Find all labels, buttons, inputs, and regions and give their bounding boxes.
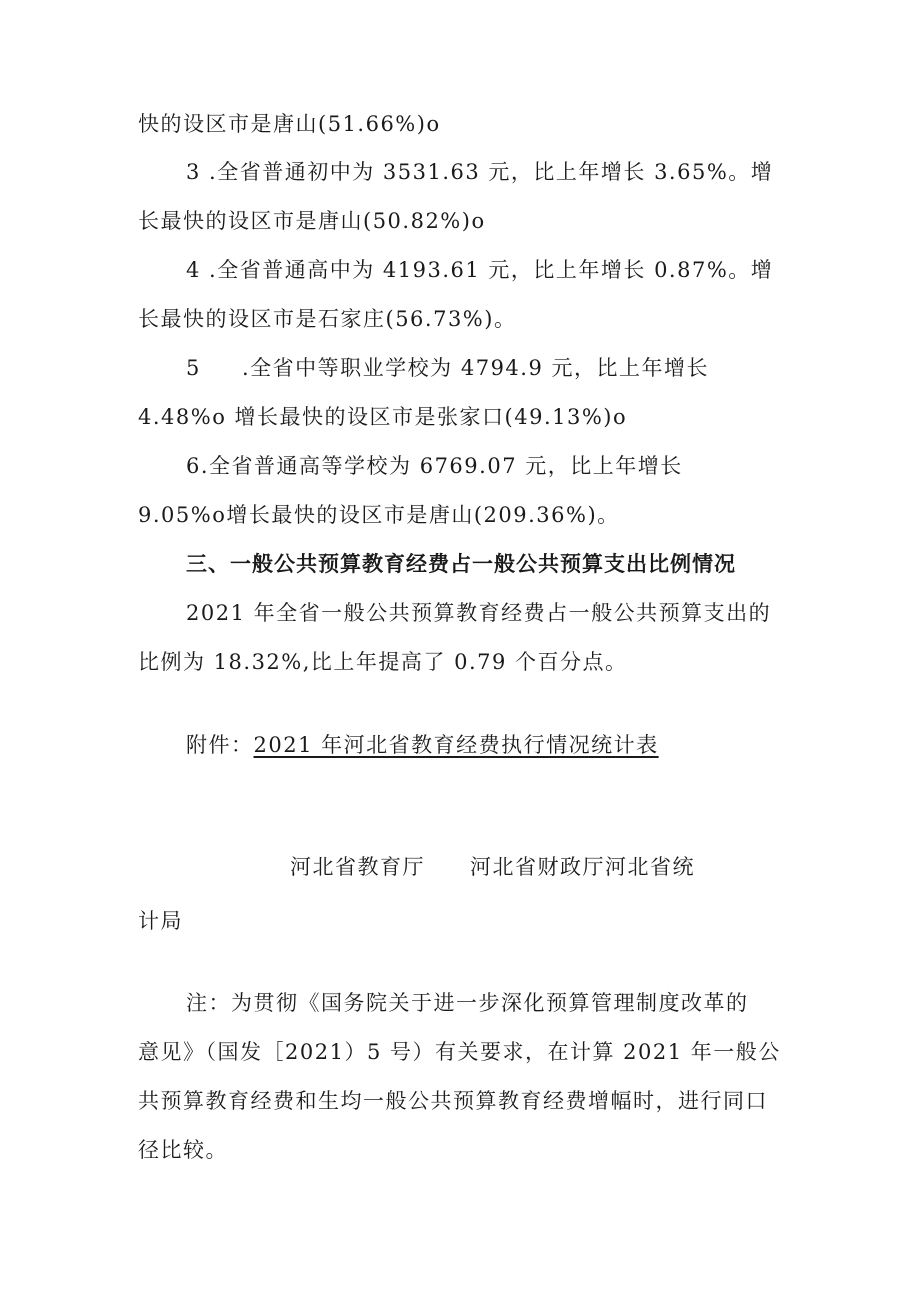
item-5-number: 5: [186, 356, 201, 380]
note-line-3: 共预算教育经费和生均一般公共预算教育经费增幅时，进行同口: [138, 1089, 768, 1113]
note-line-1: 注：为贯彻《国务院关于进一步深化预算管理制度改革的: [186, 991, 749, 1015]
signature-line-2: 计局: [138, 909, 183, 933]
signature-line-1: 河北省教育厅 河北省财政厅河北省统: [290, 855, 695, 879]
note-line-4: 径比较。: [138, 1138, 228, 1162]
item-3-line-2: 长最快的设区市是唐山(50.82%)o: [138, 209, 486, 233]
attachment-link[interactable]: 2021 年河北省教育经费执行情况统计表: [253, 733, 659, 757]
item-4-line-2: 长最快的设区市是石家庄(56.73%)。: [138, 307, 517, 331]
item-6-line-2: 9.05%o增长最快的设区市是唐山(209.36%)。: [138, 503, 620, 527]
section-3-heading: 三、一般公共预算教育经费占一般公共预算支出比例情况: [186, 552, 736, 576]
attachment-line: [186, 731, 659, 759]
note-line-2: 意见》（国发［2021）5 号）有关要求，在计算 2021 年一般公: [138, 1040, 781, 1064]
section-3-line-1: 2021 年全省一般公共预算教育经费占一般公共预算支出的: [186, 601, 772, 625]
item-6-line-1: 6.全省普通高等学校为 6769.07 元，比上年增长: [186, 454, 683, 478]
item-5-line-2: 4.48%o 增长最快的设区市是张家口(49.13%)o: [138, 405, 628, 429]
attachment-label: 附件：: [186, 733, 254, 757]
item-3-line-1: 3 .全省普通初中为 3531.63 元，比上年增长 3.65%。增: [186, 160, 774, 184]
section-3-line-2: 比例为 18.32%,比上年提高了 0.79 个百分点。: [138, 650, 628, 674]
item-4-line-1: 4 .全省普通高中为 4193.61 元，比上年增长 0.87%。增: [186, 258, 774, 282]
item-5-line-1: .全省中等职业学校为 4794.9 元，比上年增长: [242, 356, 710, 380]
para-continuation-line: 快的设区市是唐山(51.66%)o: [138, 112, 441, 136]
